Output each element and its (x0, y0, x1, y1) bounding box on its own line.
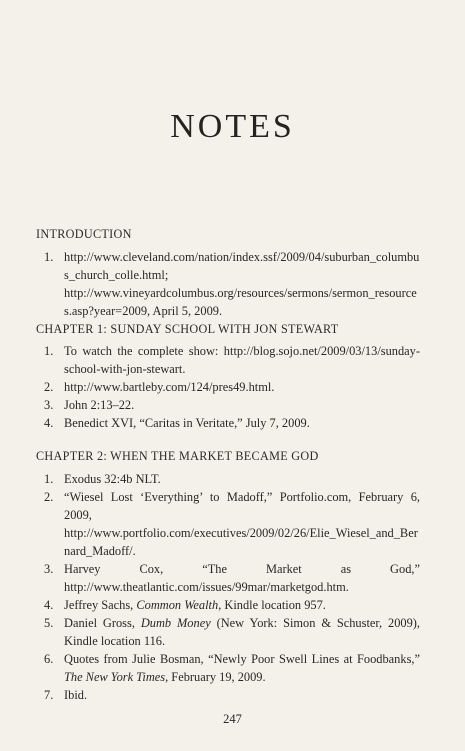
note-italic-title: Dumb Money (140, 616, 211, 630)
note-number: 5. (44, 616, 54, 630)
note-number: 1. (44, 344, 54, 358)
note-item (36, 342, 420, 378)
note-item (36, 488, 420, 560)
note-text: Harvey Cox, “The Market as God,” http://www.theatlantic.com/issues/99mar/marketgod.htm. (64, 562, 420, 594)
note-text: John 2:13–22. (64, 398, 135, 412)
note-text-before: Quotes from Julie Bosman, “Newly Poor Swell Lines at Foodbanks,” (64, 652, 420, 666)
note-item (36, 560, 420, 596)
note-number: 4. (44, 598, 54, 612)
note-text: Benedict XVI, “Caritas in Veritate,” July 7, 2009. (64, 416, 310, 430)
section-heading-chapter-1: CHAPTER 1: SUNDAY SCHOOL WITH JON STEWART (36, 322, 339, 336)
note-number: 4. (44, 416, 54, 430)
note-text: To watch the complete show: http://blog.sojo.net/2009/03/13/sunday-school-with-jon-stewart. (64, 344, 420, 376)
note-italic-title: Common Wealth (136, 598, 219, 612)
note-number: 1. (44, 250, 54, 264)
note-text: Exodus 32:4b NLT. (64, 472, 161, 486)
note-italic-title: The New York Times (64, 670, 166, 684)
section-heading-introduction: INTRODUCTION (36, 227, 132, 241)
note-number: 7. (44, 688, 54, 702)
note-item (36, 596, 420, 614)
note-number: 1. (44, 472, 54, 486)
note-text-before: Jeffrey Sachs, (64, 598, 137, 612)
page-number: 247 (223, 712, 242, 726)
notes-list-introduction (36, 248, 420, 320)
section-heading-chapter-2: CHAPTER 2: WHEN THE MARKET BECAME GOD (36, 449, 319, 463)
note-text-after: , February 19, 2009. (165, 670, 266, 684)
note-item (36, 686, 420, 704)
note-text-after: , Kindle location 957. (218, 598, 326, 612)
note-number: 6. (44, 652, 54, 666)
note-text: Ibid. (64, 688, 88, 702)
note-item (36, 396, 420, 414)
page-title: NOTES (170, 108, 295, 145)
note-text-after: (New York: Simon & Schuster, 2009), Kindle location 116. (64, 616, 421, 648)
note-number: 3. (44, 398, 54, 412)
note-text: http://www.bartleby.com/124/pres49.html. (64, 380, 275, 394)
note-text: “Wiesel Lost ‘Everything’ to Madoff,” Portfolio.com, February 6, 2009, http://www.portfolio.com/executives/2009/02/26/Elie_Wiesel_and_Bernard_Madoff/. (64, 490, 420, 558)
note-item (36, 248, 420, 320)
note-item (36, 470, 420, 488)
note-text: http://www.cleveland.com/nation/index.ssf/2009/04/suburban_columbus_church_colle.html; http://www.vineyardcolumbus.org/resources/sermons/sermon_resources.asp?year=2009, April 5, 2009. (64, 250, 420, 318)
note-item (36, 378, 420, 396)
note-number: 3. (44, 562, 54, 576)
notes-list-chapter-1 (36, 342, 420, 432)
note-item (36, 650, 420, 686)
note-number: 2. (44, 490, 54, 504)
note-number: 2. (44, 380, 54, 394)
note-item (36, 614, 420, 650)
note-text-before: Daniel Gross, (64, 616, 141, 630)
notes-list-chapter-2 (36, 470, 420, 704)
note-item (36, 414, 420, 432)
